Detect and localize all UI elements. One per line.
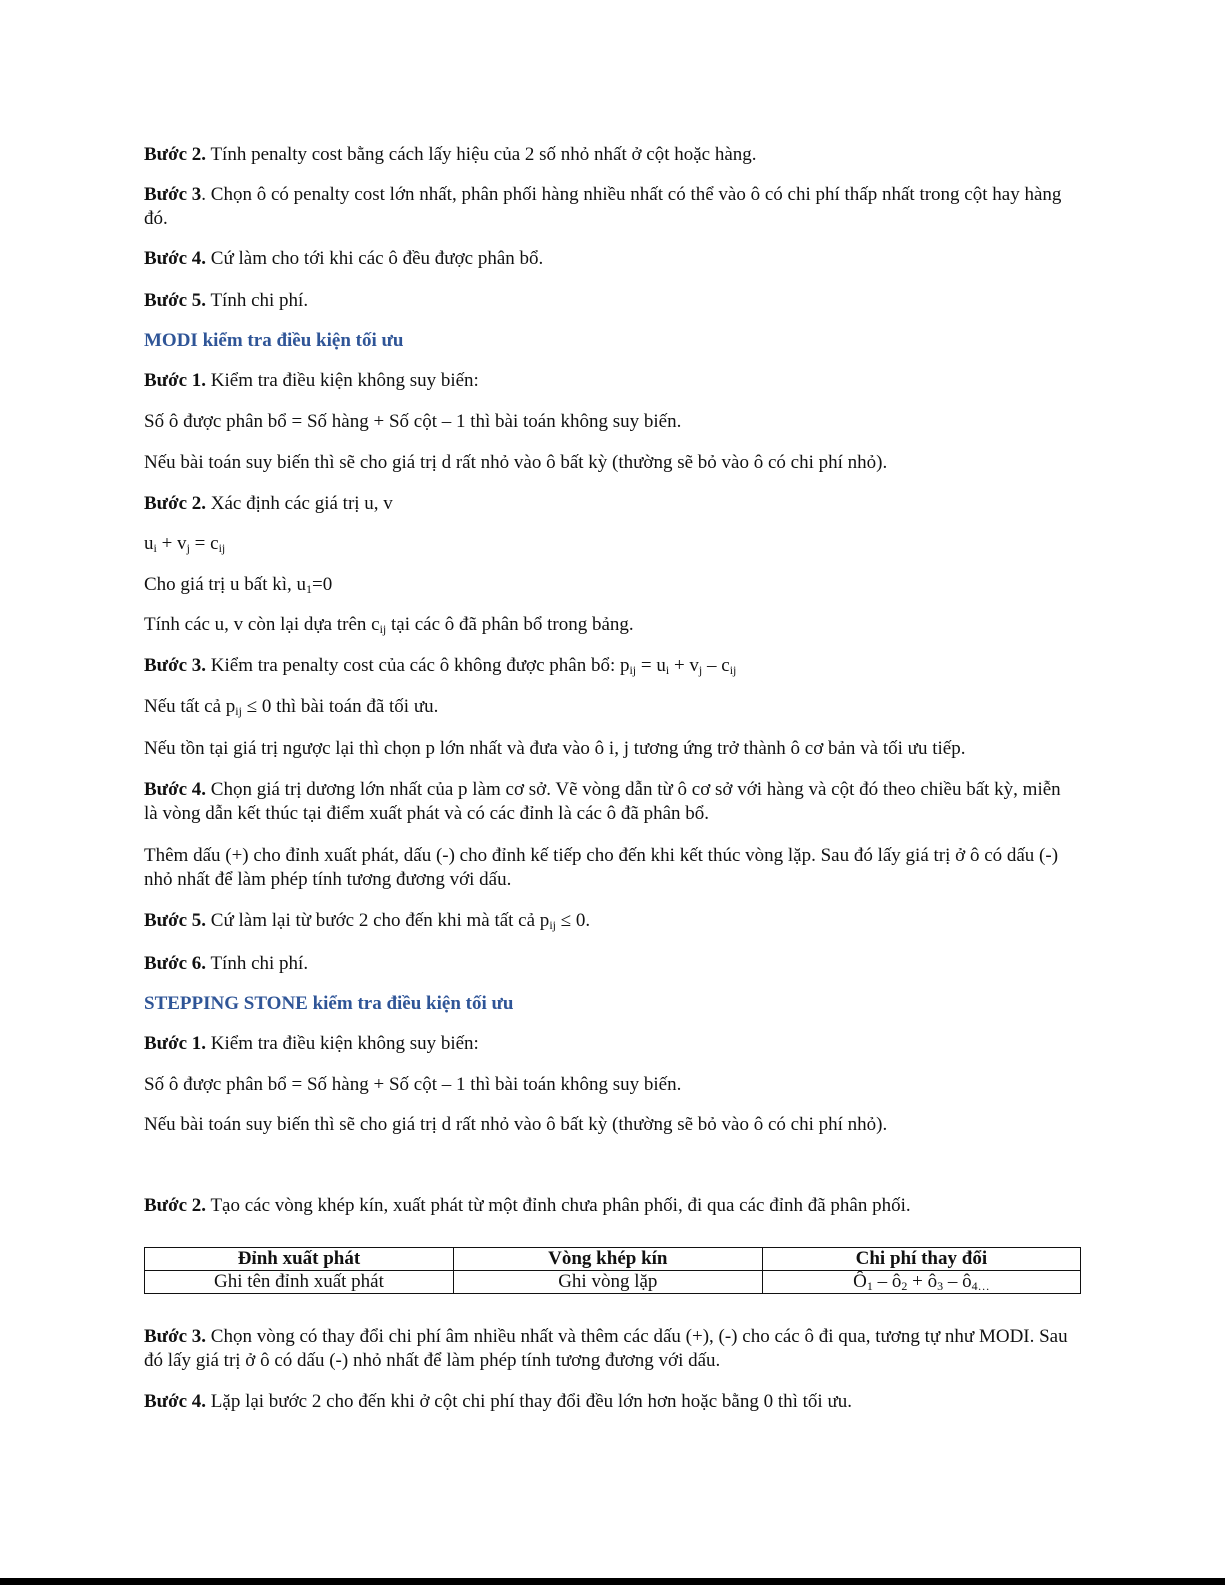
step-5-penalty: Bước 5. Tính chi phí. <box>144 290 309 311</box>
stepping-degenerate-note: Nếu bài toán suy biến thì sẽ cho giá trị d rất nhỏ vào ô bất kỳ (thường sẽ bỏ vào ô có chi phí nhỏ). <box>144 1114 888 1135</box>
cell-start-vertex: Ghi tên đỉnh xuất phát <box>145 1271 454 1294</box>
modi-nondegenerate-condition: Số ô được phân bổ = Số hàng + Số cột – 1 thì bài toán không suy biến. <box>144 411 682 432</box>
step-2-penalty: Bước 2. Tính penalty cost bằng cách lấy hiệu của 2 số nhỏ nhất ở cột hoặc hàng. <box>144 144 757 165</box>
modi-u-initial: Cho giá trị u bất kì, $u_1=0$ <box>144 574 333 596</box>
modi-optimal-condition: Nếu tất cả $p_{ij} \le 0$ thì bài toán đã tối ưu. <box>144 696 439 718</box>
modi-step-1: Bước 1. Kiểm tra điều kiện không suy biến: <box>144 370 479 391</box>
modi-degenerate-note: Nếu bài toán suy biến thì sẽ cho giá trị d rất nhỏ vào ô bất kỳ (thường sẽ bỏ vào ô có chi phí nhỏ). <box>144 452 888 473</box>
table-header-row <box>145 1248 1081 1271</box>
cell-cost-change: $Ô_1$ – $ô_2$ + $ô_3$ – $ô_{4\dots}$ <box>762 1271 1080 1294</box>
header-closed-loop: Vòng khép kín <box>453 1248 762 1271</box>
stepping-step-3: Bước 3. Chọn vòng có thay đổi chi phí âm nhiều nhất và thêm các dấu (+), (-) cho các ô đi qua, tương tự như MODI. Sau đó lấy giá trị ở ô có dấu (-) nhỏ nhất để làm phép tính tương đương với dấu. <box>144 1326 1068 1371</box>
stepping-stone-heading: STEPPING STONE kiểm tra điều kiện tối ưu <box>144 993 514 1014</box>
modi-signs-note: Thêm dấu (+) cho đỉnh xuất phát, dấu (-) cho đỉnh kế tiếp cho đến khi kết thúc vòng lặp. Sau đó lấy giá trị ở ô có dấu (-) nhỏ nhất để làm phép tính tương đương với dấu. <box>144 845 1059 890</box>
stepping-step-4: Bước 4. Lặp lại bước 2 cho đến khi ở cột chi phí thay đổi đều lớn hơn hoặc bằng 0 thì tối ưu. <box>144 1391 852 1412</box>
stepping-nondegenerate-condition: Số ô được phân bổ = Số hàng + Số cột – 1 thì bài toán không suy biến. <box>144 1074 682 1095</box>
modi-step-3: Bước 3. Kiểm tra penalty cost của các ô không được phân bổ: $p_{ij} = u_i + v_j - c_{ij}$ <box>144 655 737 677</box>
modi-exist-note: Nếu tồn tại giá trị ngược lại thì chọn p lớn nhất và đưa vào ô i, j tương ứng trở thành ô cơ bản và tối ưu tiếp. <box>144 738 966 759</box>
table-row <box>145 1271 1081 1294</box>
modi-step-4: Bước 4. Chọn giá trị dương lớn nhất của p làm cơ sở. Vẽ vòng dẫn từ ô cơ sở với hàng và cột đó theo chiều bất kỳ, miễn là vòng dẫn kết thúc tại điểm xuất phát và có các đỉnh là các ô đã phân bổ. <box>144 779 1061 824</box>
stepping-step-1: Bước 1. Kiểm tra điều kiện không suy biến: <box>144 1033 479 1054</box>
modi-calc-uv: Tính các u, v còn lại dựa trên $c_{ij}$ tại các ô đã phân bổ trong bảng. <box>144 614 634 636</box>
modi-step-6: Bước 6. Tính chi phí. <box>144 953 309 974</box>
modi-uv-equation: $u_i + v_j = c_{ij}$ <box>144 533 226 555</box>
modi-step-2: Bước 2. Xác định các giá trị u, v <box>144 493 393 514</box>
cell-closed-loop: Ghi vòng lặp <box>453 1271 762 1294</box>
step-4-penalty: Bước 4. Cứ làm cho tới khi các ô đều được phân bổ. <box>144 248 544 269</box>
closed-loop-table <box>144 1247 1081 1294</box>
step-3-penalty: Bước 3. Chọn ô có penalty cost lớn nhất, phân phối hàng nhiều nhất có thể vào ô có chi phí thấp nhất trong cột hay hàng đó. <box>144 184 1062 229</box>
header-start-vertex: Đỉnh xuất phát <box>145 1248 454 1271</box>
modi-step-5: Bước 5. Cứ làm lại từ bước 2 cho đến khi mà tất cả $p_{ij} \le 0$. <box>144 910 591 932</box>
stepping-step-2: Bước 2. Tạo các vòng khép kín, xuất phát từ một đỉnh chưa phân phối, đi qua các đỉnh đã phân phối. <box>144 1195 911 1216</box>
page-bottom-border <box>0 1578 1225 1585</box>
header-cost-change: Chi phí thay đổi <box>762 1248 1080 1271</box>
modi-heading: MODI kiểm tra điều kiện tối ưu <box>144 330 404 351</box>
